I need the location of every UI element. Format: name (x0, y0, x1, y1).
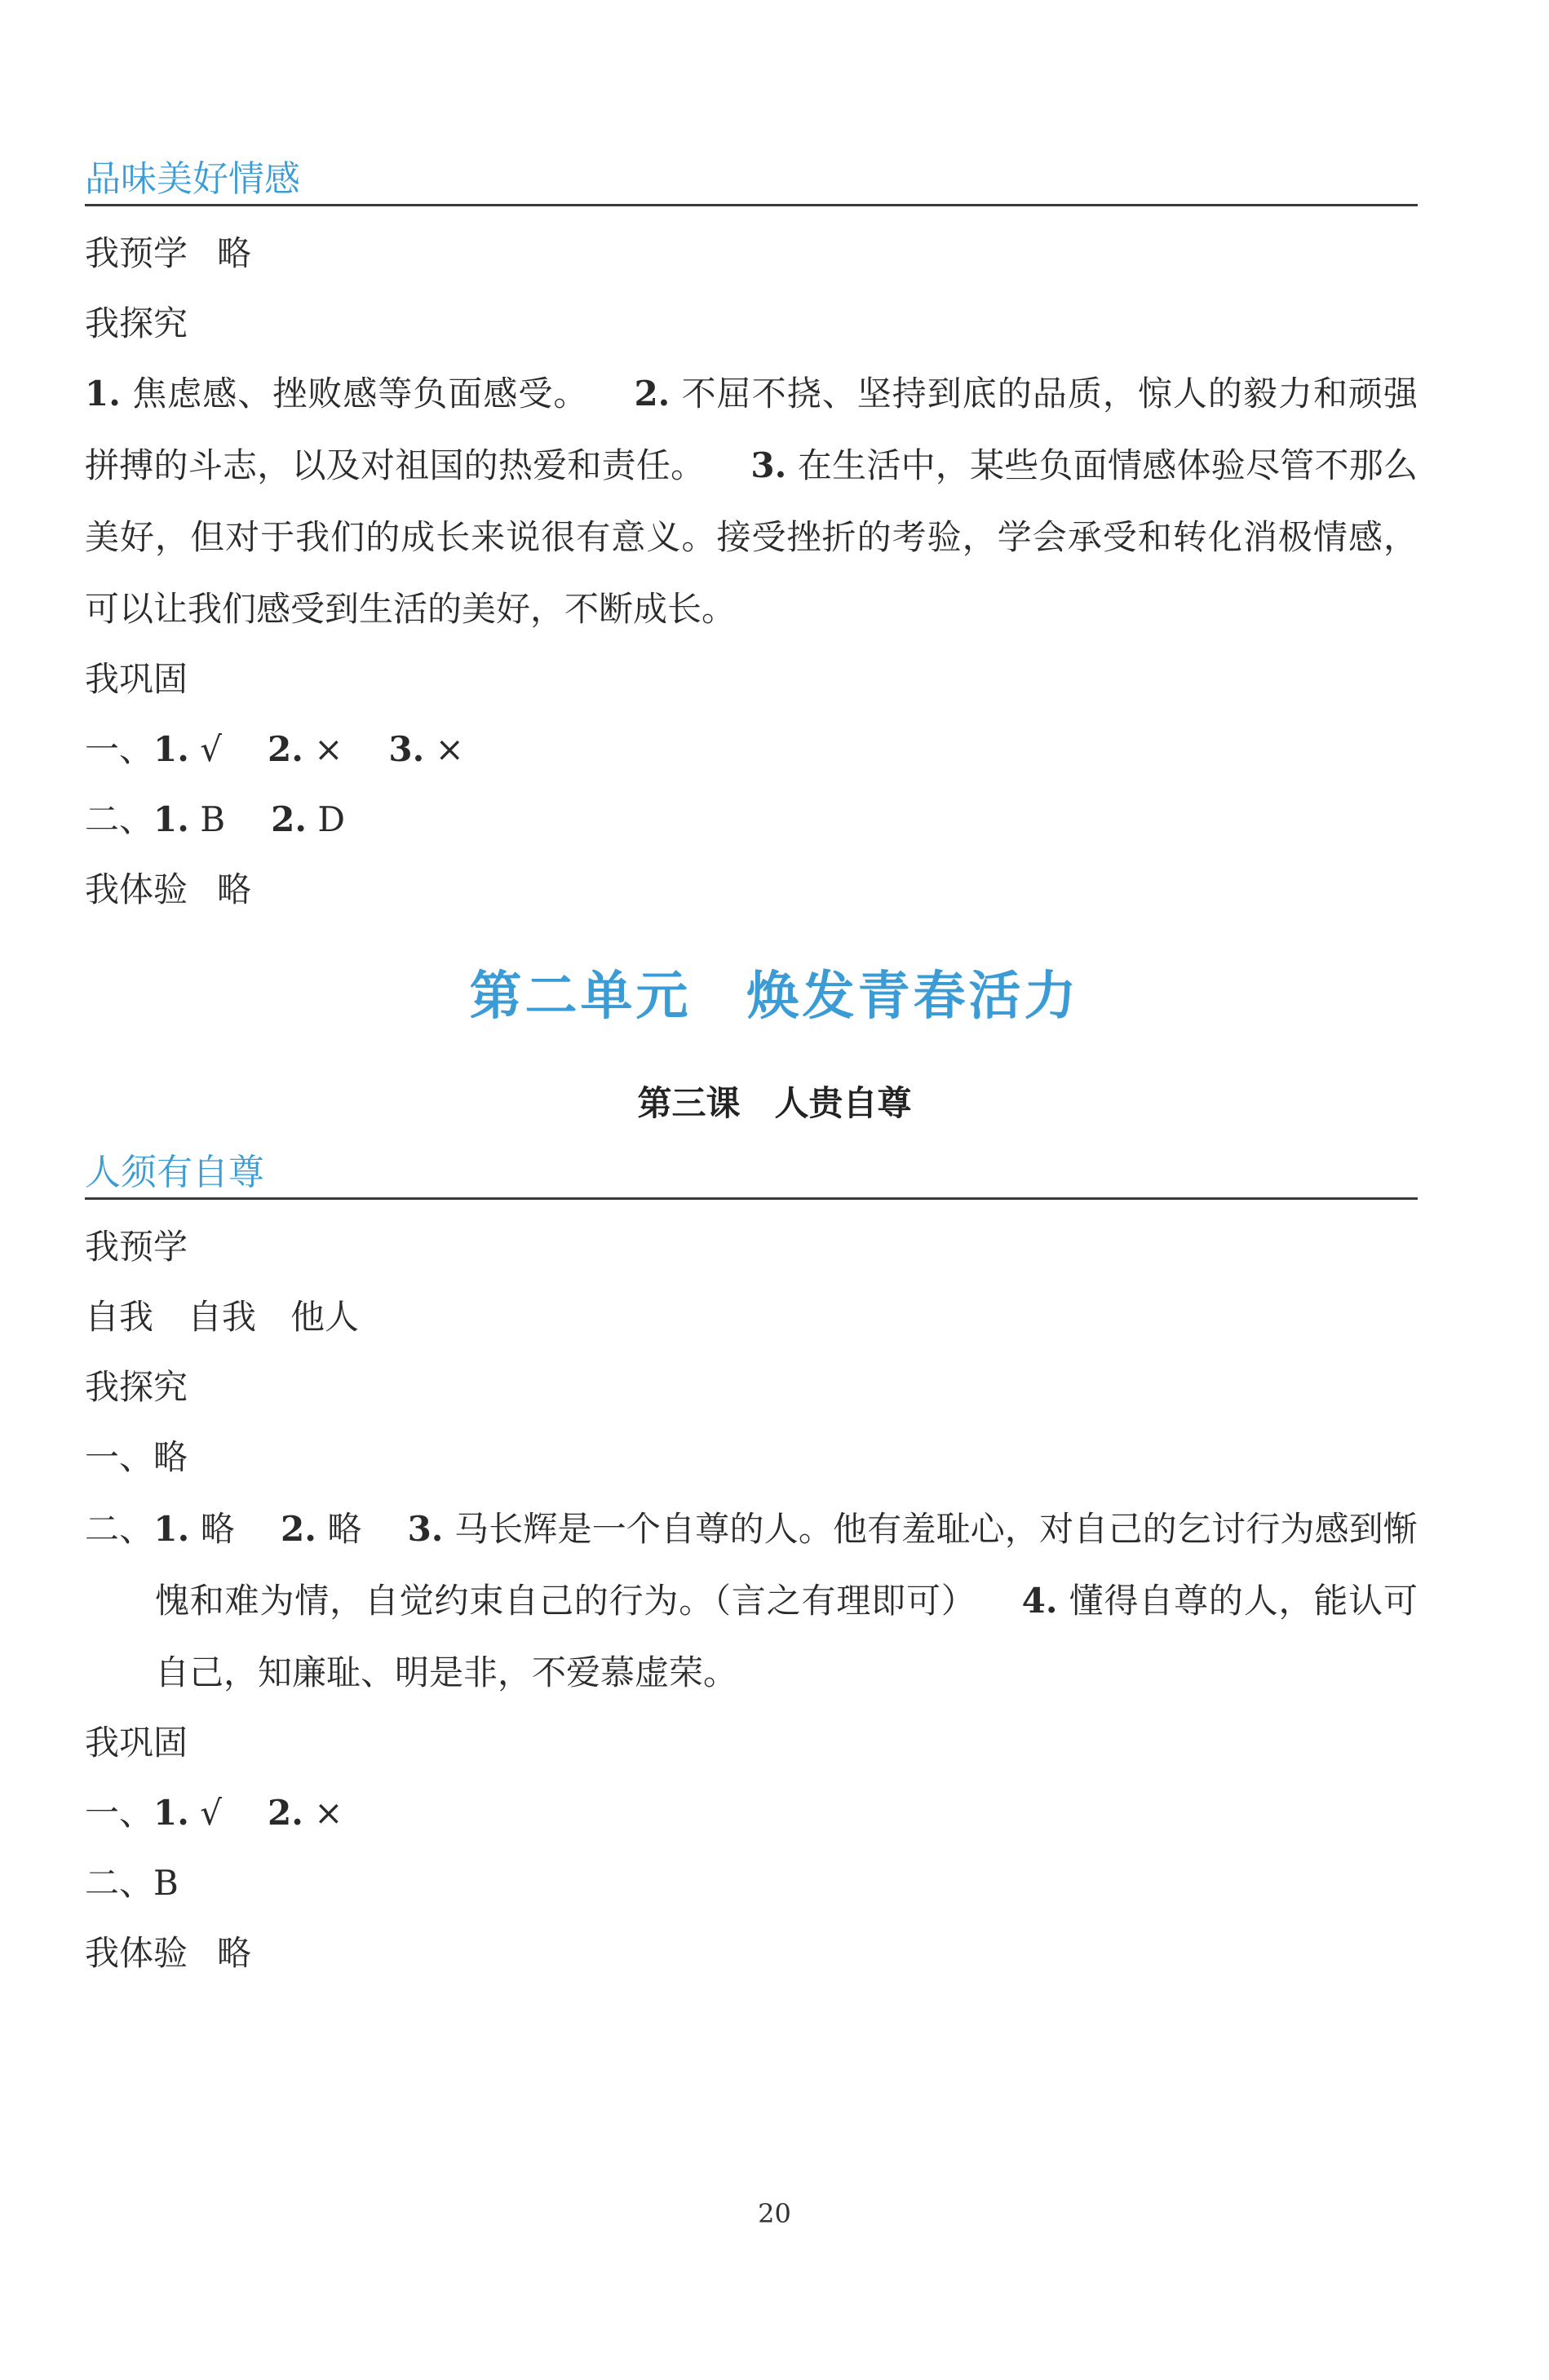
lesson-title: 第三课 人贵自尊 (637, 1083, 912, 1123)
preview-label: 我预学 (85, 1227, 188, 1267)
unit-title: 第二单元 焕发青春活力 (469, 966, 1080, 1027)
q-number: 3. (750, 445, 787, 485)
explore-answer-2: 不屈不挠、坚持到底的品质，惊人的毅力和顽强拼搏的斗志，以及对祖国的热爱和责任。 (85, 374, 1418, 485)
experience-line (85, 1931, 1418, 1976)
experience-answer: 略 (217, 1933, 252, 1973)
section-heading: 品味美好情感 (85, 157, 1418, 206)
consolidate-label: 我巩固 (85, 1723, 188, 1763)
consolidate-part-2: 二、1. B 2. D (85, 799, 346, 839)
preview-line (85, 231, 1418, 276)
page-number: 20 (758, 2198, 791, 2229)
consolidate-part-1: 一、1. √ 2. × (85, 1793, 343, 1833)
explore-answer-3: 在生活中，某些负面情感体验尽管不那么美好，但对于我们的成长来说很有意义。接受挫折的考验，学会承受和转化消极情感，可以让我们感受到生活的美好，不断成长。 (85, 445, 1418, 629)
consolidate-label: 我巩固 (85, 659, 188, 699)
preview-answer: 自我 自我 他人 (85, 1297, 360, 1337)
consolidate-part-1: 一、1. √ 2. × 3. × (85, 729, 464, 769)
preview-answer: 略 (217, 233, 252, 273)
section-heading: 人须有自尊 (85, 1150, 1418, 1200)
experience-label: 我体验 (85, 869, 188, 909)
consolidate-part-2: 二、B (85, 1863, 179, 1903)
explore-label: 我探究 (85, 1367, 188, 1407)
explore-answer-1: 焦虑感、挫败感等负面感受。 (132, 374, 589, 414)
q-number: 1. (85, 374, 121, 414)
experience-line (85, 867, 1418, 913)
explore-part-1: 一、略 (85, 1437, 188, 1477)
experience-answer: 略 (217, 869, 252, 909)
q-number: 2. (634, 374, 670, 414)
explore-label: 我探究 (85, 303, 188, 343)
explore-part-2: 二、1. 略 2. 略 3. 马长辉是一个自尊的人。他有羞耻心，对自己的乞讨行为感到惭愧和难为情，自觉约束自己的行为。（言之有理即可） 4. 懂得自尊的人，能认可自己，知廉耻、明是非，不爱慕虚荣。 (85, 1509, 1418, 1692)
experience-label: 我体验 (85, 1933, 188, 1973)
explore-answers (85, 358, 1418, 645)
preview-label: 我预学 (85, 233, 188, 273)
